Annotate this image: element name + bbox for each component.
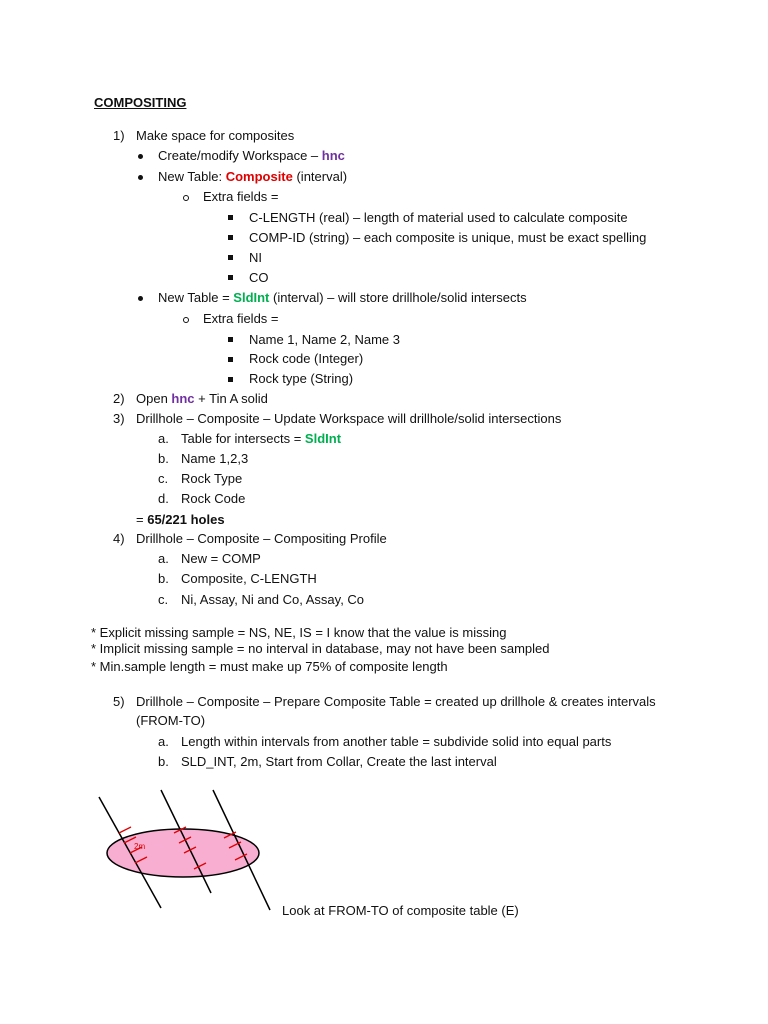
list-marker: a. [158, 551, 169, 566]
bullet-text: New Table: [158, 169, 226, 184]
highlight-hnc: hnc [171, 391, 195, 406]
step-5-text-continued: (FROM-TO) [136, 713, 206, 728]
list-item: Name 1,2,3 [181, 451, 249, 466]
highlight-composite: Composite [225, 169, 293, 184]
field-item: Rock code (Integer) [249, 351, 364, 366]
list-marker: b. [158, 451, 169, 466]
item-text: Table for intersects = [181, 431, 305, 446]
list-item: Rock Code [181, 491, 246, 506]
step-5-text: Drillhole – Composite – Prepare Composite Table = created up drillhole & creates intervals [136, 694, 656, 709]
diagram-caption: Look at FROM-TO of composite table (E) [282, 903, 519, 918]
step-number: 1) [113, 128, 125, 143]
bullet-text-post: (interval) – will store drillhole/solid intersects [269, 290, 527, 305]
page-title: COMPOSITING [94, 95, 187, 110]
step-text-post: + Tin A solid [194, 391, 268, 406]
bullet-text-post: (interval) [292, 169, 348, 184]
list-marker: d. [158, 491, 169, 506]
list-item: Composite, C-LENGTH [181, 571, 317, 586]
note-line: * Explicit missing sample = NS, NE, IS = I know that the value is missing [91, 625, 507, 640]
field-item: Name 1, Name 2, Name 3 [249, 332, 401, 347]
result-value: 65/221 holes [147, 512, 225, 527]
bullet-text: Create/modify Workspace – [158, 148, 322, 163]
step-3-text: Drillhole – Composite – Update Workspace will drillhole/solid intersections [136, 411, 562, 426]
list-item: SLD_INT, 2m, Start from Collar, Create the last interval [181, 754, 497, 769]
list-marker: c. [158, 592, 169, 607]
list-marker: c. [158, 471, 169, 486]
field-item: Rock type (String) [249, 371, 354, 386]
highlight-sldint: SldInt [304, 431, 342, 446]
field-item: C-LENGTH (real) – length of material used to calculate composite [249, 210, 628, 225]
step-number: 4) [113, 531, 125, 546]
highlight-sldint: SldInt [233, 290, 270, 305]
interval-label: 2m [134, 842, 146, 851]
list-item: Rock Type [181, 471, 243, 486]
list-item: Ni, Assay, Ni and Co, Assay, Co [181, 592, 365, 607]
field-item: NI [249, 250, 262, 265]
result-prefix: = [136, 512, 148, 527]
list-marker: b. [158, 754, 169, 769]
field-item: COMP-ID (string) – each composite is unique, must be exact spelling [249, 230, 647, 245]
list-item: New = COMP [181, 551, 261, 566]
field-item: CO [249, 270, 269, 285]
list-marker: b. [158, 571, 169, 586]
highlight-hnc: hnc [321, 148, 345, 163]
step-text: Open [136, 391, 172, 406]
note-line: * Min.sample length = must make up 75% of composite length [91, 659, 448, 674]
list-item: Length within intervals from another table = subdivide solid into equal parts [181, 734, 612, 749]
list-marker: a. [158, 431, 169, 446]
extra-fields-label: Extra fields = [203, 189, 279, 204]
step-number: 5) [113, 694, 125, 709]
step-4-text: Drillhole – Composite – Compositing Profile [136, 531, 387, 546]
bullet-text: New Table = [158, 290, 234, 305]
step-number: 3) [113, 411, 125, 426]
note-line: * Implicit missing sample = no interval in database, may not have been sampled [91, 641, 550, 656]
step-1-text: Make space for composites [136, 128, 295, 143]
step-number: 2) [113, 391, 125, 406]
extra-fields-label: Extra fields = [203, 311, 279, 326]
list-marker: a. [158, 734, 169, 749]
